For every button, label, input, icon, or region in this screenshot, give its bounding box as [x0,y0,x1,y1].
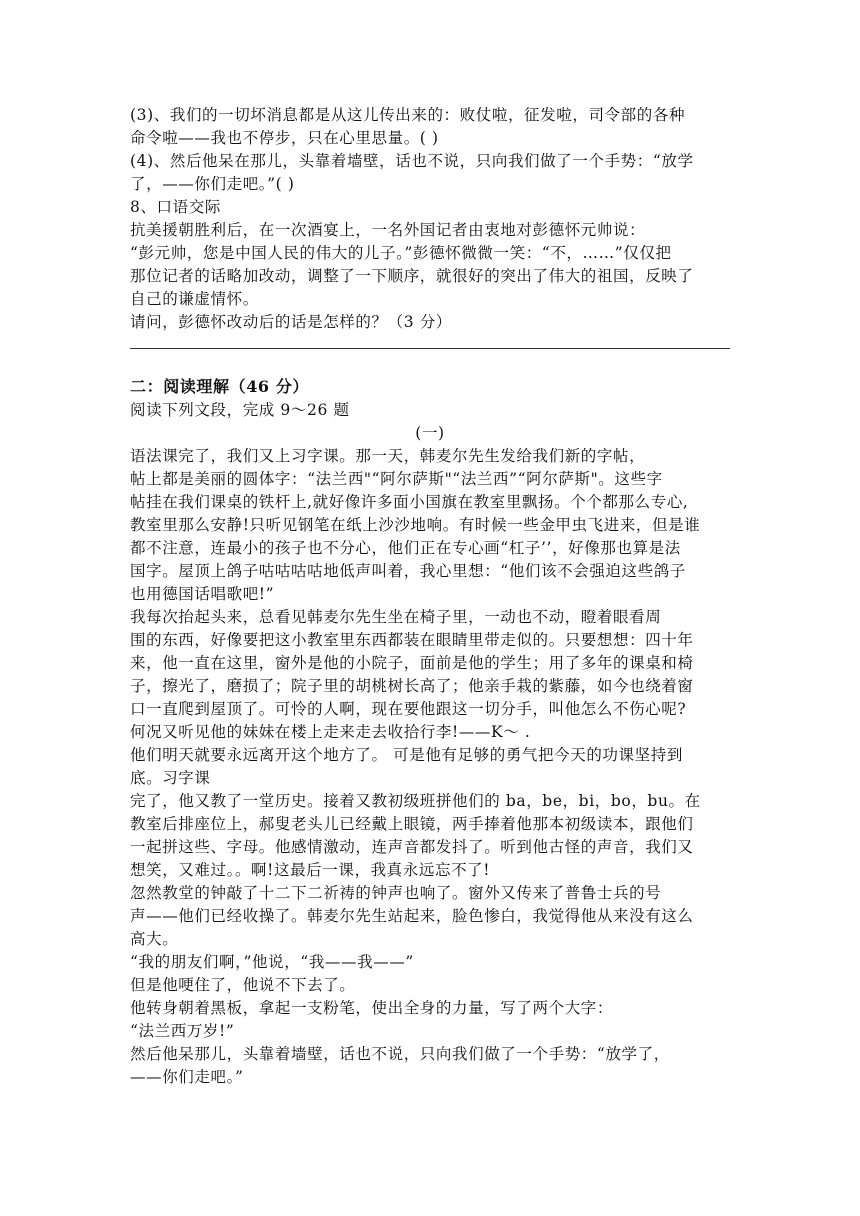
section-2-heading: 二：阅读理解（46 分） [130,377,310,396]
passage-line: 然后他呆那儿，头靠着墙壁，话也不说，只向我们做了一个手势：“放学了， [130,1045,670,1063]
question-3-line-1: (3)、我们的一切坏消息都是从这儿传出来的：败仗啦，征发啦，司令部的各种 [130,106,686,124]
question-8-title: 8、口语交际 [130,198,221,216]
passage-line: ——你们走吧。” [130,1068,244,1086]
passage-line: 我每次抬起头来，总看见韩麦尔先生坐在椅子里，一动也不动，瞪着眼看周 [130,608,662,626]
passage-line: 完了，他又教了一堂历史。接着又教初级班拼他们的 ba，be，bi，bo，bu。在 [130,792,701,810]
question-8-text-line-2: “彭元帅，您是中国人民的伟大的儿子。”彭德怀微微一笑：“不，……”仅仅把 [130,244,672,262]
question-8-text-line-1: 抗美援朝胜利后，在一次酒宴上，一名外国记者由衷地对彭德怀元帅说： [130,221,646,239]
passage-line: 但是他哽住了，他说不下去了。 [130,976,356,994]
passage-line: 忽然教堂的钟敲了十二下二祈祷的钟声也响了。窗外又传来了普鲁士兵的号 [130,884,662,902]
passage-line: 教室后排座位上，郝叟老头儿已经戴上眼镜，两手捧着他那本初级读本，跟他们 [130,815,694,833]
question-8-prompt: 请问，彭德怀改动后的话是怎样的？（3 分） [130,313,452,331]
passage-line: 国字。屋顶上鸽子咕咕咕咕地低声叫着，我心里想：“他们该不会强迫这些鸽子 [130,562,686,580]
passage-line: “我的朋友们啊，”他说，“我——我——” [130,953,414,971]
section-divider [130,348,730,349]
passage-line: 一起拼这些、字母。他感情激动，连声音都发抖了。听到他古怪的声音，我们又 [130,838,694,856]
passage-line: 口一直爬到屋顶了。可怜的人啊，现在要他跟这一切分手，叫他怎么不伤心呢? [130,700,687,718]
passage-line: 何况又听见他的妹妹在楼上走来走去收拾行李!——K～ . [130,723,531,741]
question-4-line-2: 了，——你们走吧。”( ) [130,175,295,193]
passage-line: 围的东西，好像要把这小教室里东西都装在眼睛里带走似的。只要想想：四十年 [130,631,694,649]
question-8-text-line-4: 自己的谦虚情怀。 [130,290,259,308]
passage-line: 帖挂在我们课桌的铁杆上,就好像许多面小国旗在教室里飘扬。个个都那么专心, [130,493,689,511]
question-3-line-2: 命令啦——我也不停步，只在心里思量。( ) [130,129,439,147]
section-2-instruction: 阅读下列文段，完成 9～26 题 [130,401,350,419]
passage-line: 帖上都是美丽的圆体字：“法兰西"“阿尔萨斯"“法兰西”“阿尔萨斯"。这些字 [130,470,663,488]
passage-line: 教室里那么安静!只听见钢笔在纸上沙沙地响。有时候一些金甲虫飞进来，但是谁 [130,516,701,534]
question-8-text-line-3: 那位记者的话略加改动，调整了一下顺序，就很好的突出了伟大的祖国，反映了 [130,267,694,285]
passage-line: 他转身朝着黑板，拿起一支粉笔，使出全身的力量，写了两个大字： [130,999,614,1017]
passage-line: 也用德国话唱歌吧!” [130,585,275,603]
passage-line: 语法课完了，我们又上习字课。那一天，韩麦尔先生发给我们新的字帖， [130,447,646,465]
question-4-line-1: (4)、然后他呆在那儿，头靠着墙壁，话也不说，只向我们做了一个手势：“放学 [130,152,694,170]
passage-number: (一) [415,424,445,442]
passage-line: 声——他们已经收操了。韩麦尔先生站起来，脸色惨白，我觉得他从来没有这么 [130,907,694,925]
passage-line: 都不注意，连最小的孩子也不分心，他们正在专心画“杠子’’，好像那也算是法 [130,539,681,557]
passage-line: 子，擦光了，磨损了；院子里的胡桃树长高了；他亲手栽的紫藤，如今也绕着窗 [130,677,694,695]
passage-line: “法兰西万岁!” [130,1022,235,1040]
passage-line: 想笑，又难过。。啊!这最后一课，我真永远忘不了! [130,861,491,879]
passage-line: 底。习字课 [130,769,211,787]
passage-line: 高大。 [130,930,179,948]
passage-line: 他们明天就要永远离开这个地方了。 可是他有足够的勇气把今天的功课坚持到 [130,746,683,764]
passage-line: 来，他一直在这里，窗外是他的小院子，面前是他的学生；用了多年的课桌和椅 [130,654,694,672]
